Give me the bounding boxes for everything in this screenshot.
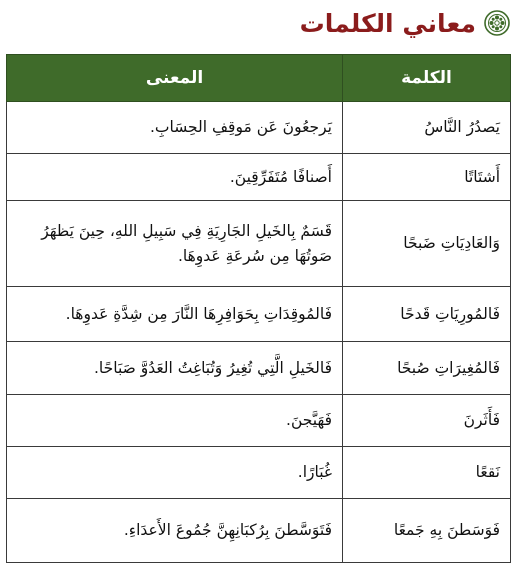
table-row	[7, 287, 511, 342]
word-cell: فَأَثَرنَ	[343, 395, 511, 447]
word-cell: فَالمُغِيرَاتِ صُبحًا	[343, 342, 511, 395]
word-cell: فَوَسَطنَ بِهِ جَمعًا	[343, 499, 511, 563]
page-header	[300, 6, 510, 40]
word-cell: يَصدُرُ النَّاسُ	[343, 102, 511, 154]
vocabulary-table	[6, 54, 511, 563]
table-row	[7, 201, 511, 287]
table-header-row	[7, 55, 511, 102]
meaning-cell: أَصنافًا مُتَفَرِّقِينَ.	[7, 154, 343, 201]
meaning-cell: فَهَيَّجنَ.	[7, 395, 343, 447]
table-row	[7, 102, 511, 154]
word-cell: وَالعَادِيَاتِ ضَبحًا	[343, 201, 511, 287]
word-cell: نَقعًا	[343, 447, 511, 499]
meaning-cell: قَسَمٌ بِالخَيلِ الجَارِيَةِ فِي سَبِيلِ اللهِ، حِينَ يَظهَرُ صَوتُهَا مِن سُرعَةِ عَدوِهَا.	[7, 201, 343, 287]
table-row	[7, 342, 511, 395]
table-row	[7, 395, 511, 447]
header-word: الكلمة	[343, 55, 511, 102]
meaning-cell: فَتَوَسَّطنَ بِرُكبَانِهِنَّ جُمُوعَ الأَعدَاءِ.	[7, 499, 343, 563]
word-cell: فَالمُورِيَاتِ قَدحًا	[343, 287, 511, 342]
meaning-cell: فَالخَيلِ الَّتِي تُغِيرُ وَتُبَاغِتُ العَدُوَّ صَبَاحًا.	[7, 342, 343, 395]
table-row	[7, 154, 511, 201]
word-cell: أَشتَاتًا	[343, 154, 511, 201]
page-title: معاني الكلمات	[299, 8, 476, 38]
meaning-cell: غُبَارًا.	[7, 447, 343, 499]
meaning-cell: يَرجعُونَ عَن مَوقِفِ الحِسَابِ.	[7, 102, 343, 154]
meaning-cell: فَالمُوقِدَاتِ بِحَوَافِرِهَا النَّارَ مِن شِدَّةِ عَدوِهَا.	[7, 287, 343, 342]
table-row	[7, 499, 511, 563]
table-row	[7, 447, 511, 499]
flower-emblem-icon	[484, 10, 510, 36]
header-meaning: المعنى	[7, 55, 343, 102]
